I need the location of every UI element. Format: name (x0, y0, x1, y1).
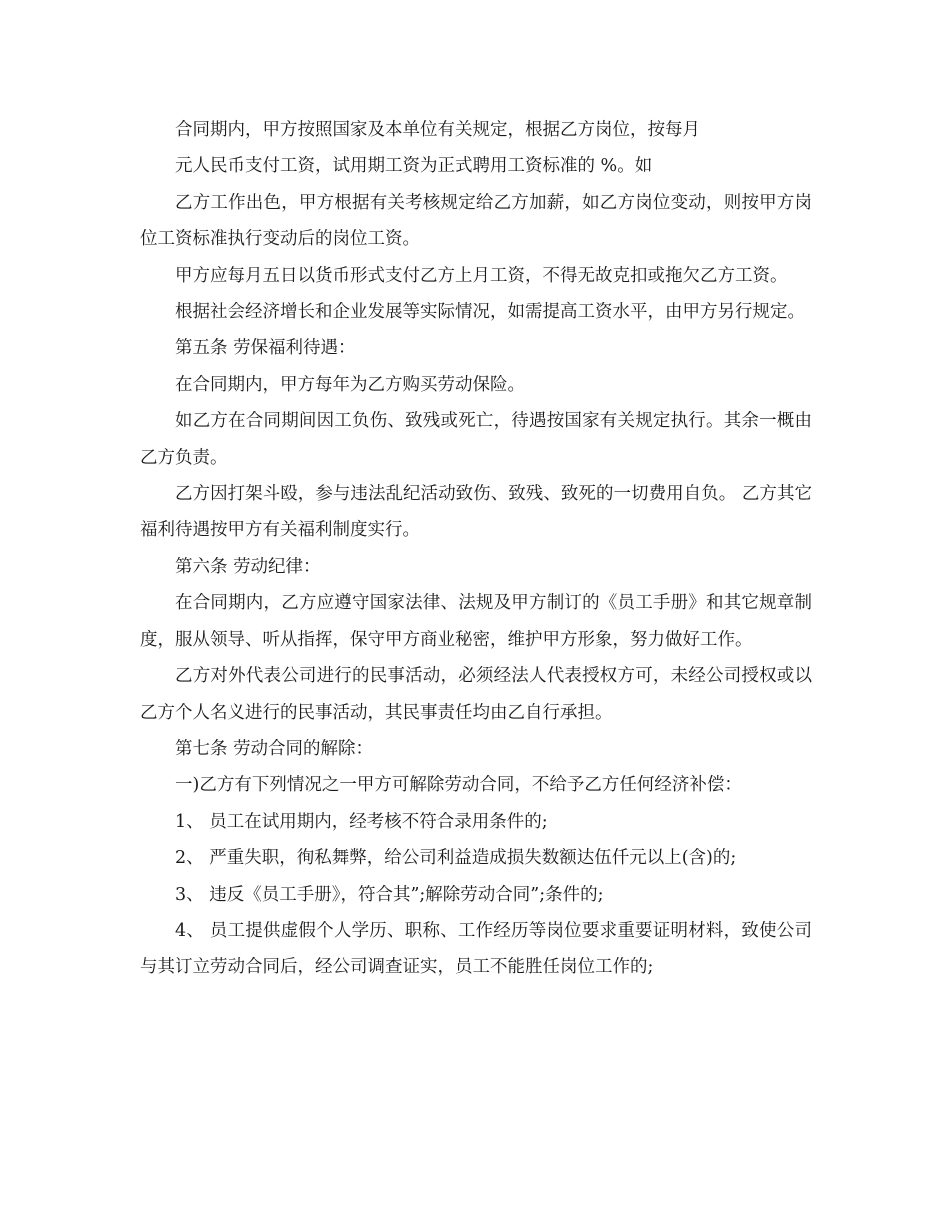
paragraph-discipline-rules: 在合同期内，乙方应遵守国家法律、法规及甲方制订的《员工手册》和其它规章制度，服从领导、听从指挥，保守甲方商业秘密，维护甲方形象，努力做好工作。 (140, 593, 812, 650)
article-7-heading: 第七条 劳动合同的解除： (175, 738, 374, 759)
paragraph-civil-activities: 乙方对外代表公司进行的民事活动，必须经法人代表授权方可，未经公司授权或以乙方个人名义进行的民事活动，其民事责任均由乙自行承担。 (140, 666, 812, 723)
list-item-4: 4、 员工提供虚假个人学历、职称、工作经历等岗位要求重要证明材料，致使公司与其订立劳动合同后，经公司调查证实，员工不能胜任岗位工作的; (140, 920, 812, 978)
paragraph-salary-adjustment: 根据社会经济增长和企业发展等实际情况，如需提高工资水平，由甲方另行规定。 (175, 302, 805, 323)
list-item-3: 3、 违反《员工手册》，符合其”;解除劳动合同”;条件的; (175, 884, 604, 905)
paragraph-payday: 甲方应每月五日以货币形式支付乙方上月工资，不得无故克扣或拖欠乙方工资。 (175, 265, 788, 286)
paragraph-injury: 如乙方在合同期间因工负伤、致残或死亡，待遇按国家有关规定执行。其余一概由乙方负责。 (140, 411, 812, 468)
article-6-heading: 第六条 劳动纪律： (175, 556, 321, 577)
document-body (140, 112, 812, 986)
paragraph-insurance: 在合同期内，甲方每年为乙方购买劳动保险。 (175, 374, 525, 395)
paragraph-probation-salary: 元人民币支付工资，试用期工资为正式聘用工资标准的 %。如 (175, 156, 653, 177)
list-item-2: 2、 严重失职，徇私舞弊，给公司利益造成损失数额达伍仟元以上(含)的; (175, 848, 737, 869)
article-5-heading: 第五条 劳保福利待遇： (175, 338, 356, 359)
paragraph-self-borne-costs: 乙方因打架斗殴，参与违法乱纪活动致伤、致残、致死的一切费用自负。 乙方其它福利待遇按甲方有关福利制度实行。 (140, 484, 812, 541)
list-item-1: 1、 员工在试用期内，经考核不符合录用条件的; (175, 811, 548, 832)
paragraph-salary-raise: 乙方工作出色，甲方根据有关考核规定给乙方加薪，如乙方岗位变动，则按甲方岗位工资标准执行变动后的岗位工资。 (140, 192, 812, 250)
paragraph-salary-basis: 合同期内，甲方按照国家及本单位有关规定，根据乙方岗位，按每月 (175, 120, 700, 140)
paragraph-termination-intro: 一)乙方有下列情况之一甲方可解除劳动合同，不给予乙方任何经济补偿： (175, 775, 742, 796)
